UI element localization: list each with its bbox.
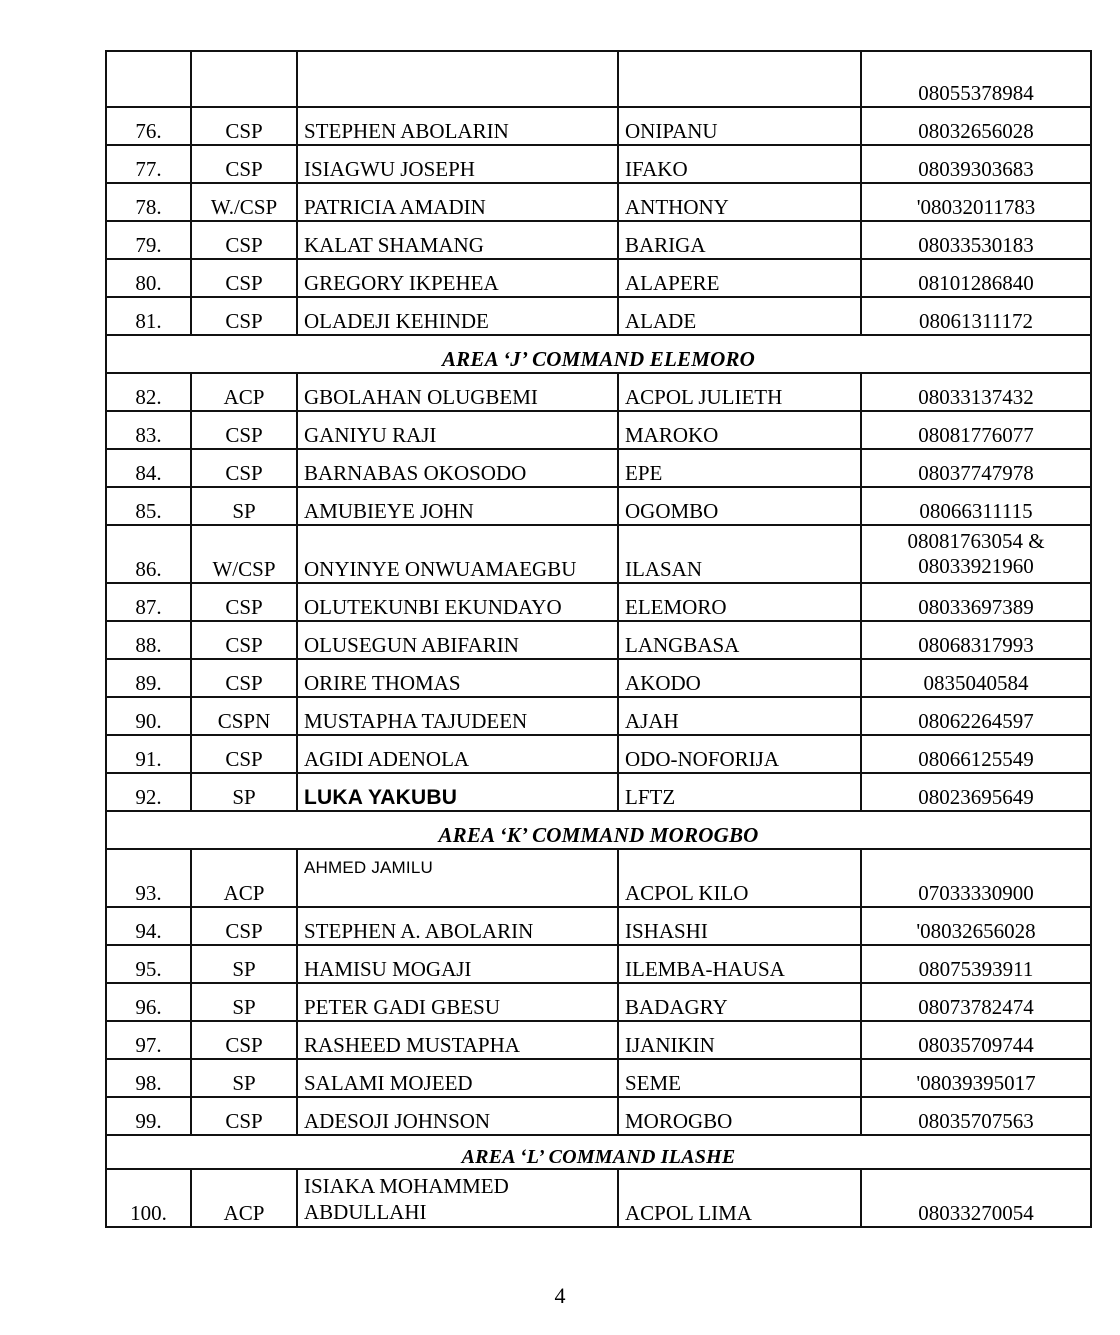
cell-officer-name: OLADEJI KEHINDE [297,297,618,335]
cell-rank: SP [191,945,297,983]
cell-serial-number: 86. [106,525,191,583]
cell-serial-number: 99. [106,1097,191,1135]
cell-serial-number [106,51,191,107]
cell-officer-name: OLUTEKUNBI EKUNDAYO [297,583,618,621]
officer-name-line: ISIAKA MOHAMMED [304,1174,509,1198]
table-row [106,1097,1091,1135]
continuation-row [106,51,1091,107]
cell-phone-number: '08039395017 [861,1059,1091,1097]
cell-serial-number: 89. [106,659,191,697]
cell-officer-name: GREGORY IKPEHEA [297,259,618,297]
cell-serial-number: 100. [106,1169,191,1227]
cell-division: ELEMORO [618,583,861,621]
roster-table-body [106,51,1091,1227]
cell-rank: W/CSP [191,525,297,583]
cell-phone-number: 08035709744 [861,1021,1091,1059]
table-row [106,621,1091,659]
cell-division: MOROGBO [618,1097,861,1135]
cell-serial-number: 85. [106,487,191,525]
cell-division: MAROKO [618,411,861,449]
cell-rank: CSP [191,735,297,773]
cell-serial-number: 77. [106,145,191,183]
cell-division: IFAKO [618,145,861,183]
cell-phone-number: 08075393911 [861,945,1091,983]
cell-phone-number: 08033270054 [861,1169,1091,1227]
cell-rank: ACP [191,373,297,411]
cell-officer-name [297,51,618,107]
cell-phone-number: 08039303683 [861,145,1091,183]
cell-phone-number: 08061311172 [861,297,1091,335]
table-row [106,411,1091,449]
cell-phone-number: 08037747978 [861,449,1091,487]
cell-division: ISHASHI [618,907,861,945]
cell-phone-number: 08055378984 [861,51,1091,107]
cell-officer-name: GANIYU RAJI [297,411,618,449]
cell-rank: ACP [191,1169,297,1227]
cell-rank: SP [191,487,297,525]
cell-division: LFTZ [618,773,861,811]
area-command-header-row [106,335,1091,373]
cell-phone-number: 08035707563 [861,1097,1091,1135]
cell-rank: CSP [191,221,297,259]
officer-name-line: ABDULLAHI [304,1200,427,1225]
cell-serial-number: 83. [106,411,191,449]
cell-division: AKODO [618,659,861,697]
cell-phone-number: 08033137432 [861,373,1091,411]
cell-rank [191,51,297,107]
cell-serial-number: 97. [106,1021,191,1059]
cell-officer-name: ORIRE THOMAS [297,659,618,697]
cell-rank: CSP [191,1097,297,1135]
cell-rank: SP [191,773,297,811]
cell-serial-number: 79. [106,221,191,259]
cell-phone-number: 08033697389 [861,583,1091,621]
cell-officer-name: ADESOJI JOHNSON [297,1097,618,1135]
cell-rank: CSP [191,411,297,449]
cell-rank: CSP [191,621,297,659]
area-command-title: AREA ‘J’ COMMAND ELEMORO [106,335,1091,373]
cell-serial-number: 95. [106,945,191,983]
cell-officer-name: AGIDI ADENOLA [297,735,618,773]
cell-phone-number: 08066311115 [861,487,1091,525]
cell-division: ILEMBA-HAUSA [618,945,861,983]
table-row [106,525,1091,583]
cell-division: ODO-NOFORIJA [618,735,861,773]
cell-phone-number [861,525,1091,583]
cell-rank: CSP [191,907,297,945]
table-row [106,487,1091,525]
cell-rank: W./CSP [191,183,297,221]
table-row [106,983,1091,1021]
cell-rank: CSP [191,583,297,621]
cell-phone-number: 08023695649 [861,773,1091,811]
cell-phone-number: 08033530183 [861,221,1091,259]
cell-officer-name [297,1169,618,1227]
cell-officer-name: SALAMI MOJEED [297,1059,618,1097]
cell-serial-number: 88. [106,621,191,659]
cell-rank: CSP [191,259,297,297]
cell-division: IJANIKIN [618,1021,861,1059]
cell-rank: SP [191,1059,297,1097]
phone-number-line: 08033921960 [918,553,1034,578]
area-command-header-row [106,811,1091,849]
cell-phone-number: 08101286840 [861,259,1091,297]
cell-rank: CSP [191,107,297,145]
cell-phone-number: 08066125549 [861,735,1091,773]
cell-officer-name: ISIAGWU JOSEPH [297,145,618,183]
cell-officer-name: KALAT SHAMANG [297,221,618,259]
cell-division: ILASAN [618,525,861,583]
cell-division: EPE [618,449,861,487]
cell-serial-number: 81. [106,297,191,335]
table-row [106,183,1091,221]
cell-phone-number: 08068317993 [861,621,1091,659]
cell-serial-number: 76. [106,107,191,145]
cell-phone-number: 07033330900 [861,849,1091,907]
table-row [106,449,1091,487]
cell-division: ACPOL KILO [618,849,861,907]
cell-officer-name: MUSTAPHA TAJUDEEN [297,697,618,735]
cell-phone-number: 08073782474 [861,983,1091,1021]
cell-serial-number: 94. [106,907,191,945]
cell-division: OGOMBO [618,487,861,525]
cell-officer-name: OLUSEGUN ABIFARIN [297,621,618,659]
cell-serial-number: 90. [106,697,191,735]
phone-number-line: 08081763054 & [907,529,1045,553]
cell-serial-number: 80. [106,259,191,297]
cell-officer-name: GBOLAHAN OLUGBEMI [297,373,618,411]
cell-officer-name: STEPHEN A. ABOLARIN [297,907,618,945]
cell-serial-number: 91. [106,735,191,773]
cell-serial-number: 92. [106,773,191,811]
cell-serial-number: 93. [106,849,191,907]
table-row [106,107,1091,145]
table-row [106,697,1091,735]
cell-rank: CSP [191,449,297,487]
cell-officer-name: ONYINYE ONWUAMAEGBU [297,525,618,583]
cell-division: LANGBASA [618,621,861,659]
table-row [106,1169,1091,1227]
cell-serial-number: 98. [106,1059,191,1097]
table-row [106,1021,1091,1059]
area-command-title: AREA ‘L’ COMMAND ILASHE [106,1135,1091,1169]
table-row [106,259,1091,297]
cell-division: ANTHONY [618,183,861,221]
table-row [106,1059,1091,1097]
cell-serial-number: 84. [106,449,191,487]
cell-rank: CSP [191,145,297,183]
cell-rank: CSP [191,1021,297,1059]
cell-serial-number: 82. [106,373,191,411]
cell-phone-number: 08062264597 [861,697,1091,735]
cell-division: AJAH [618,697,861,735]
table-row [106,849,1091,907]
cell-officer-name [297,773,618,811]
officer-name-text: LUKA YAKUBU [304,786,458,810]
table-row [106,221,1091,259]
cell-serial-number: 78. [106,183,191,221]
cell-phone-number: 08032656028 [861,107,1091,145]
officer-name-text: AHMED JAMILU [304,858,433,877]
cell-phone-number: '08032011783 [861,183,1091,221]
cell-officer-name: PETER GADI GBESU [297,983,618,1021]
cell-phone-number: 0835040584 [861,659,1091,697]
cell-phone-number: '08032656028 [861,907,1091,945]
cell-rank: CSPN [191,697,297,735]
cell-division: ALAPERE [618,259,861,297]
roster-table [105,50,1092,1228]
cell-rank: ACP [191,849,297,907]
table-row [106,907,1091,945]
cell-division: ACPOL JULIETH [618,373,861,411]
cell-rank: CSP [191,297,297,335]
table-row [106,297,1091,335]
table-row [106,145,1091,183]
table-row [106,773,1091,811]
cell-officer-name: PATRICIA AMADIN [297,183,618,221]
cell-officer-name: BARNABAS OKOSODO [297,449,618,487]
table-row [106,735,1091,773]
cell-officer-name: AMUBIEYE JOHN [297,487,618,525]
cell-officer-name: HAMISU MOGAJI [297,945,618,983]
table-row [106,583,1091,621]
cell-division: ALADE [618,297,861,335]
cell-rank: CSP [191,659,297,697]
table-row [106,659,1091,697]
cell-division [618,51,861,107]
cell-division: ONIPANU [618,107,861,145]
cell-rank: SP [191,983,297,1021]
cell-division: BADAGRY [618,983,861,1021]
cell-officer-name: STEPHEN ABOLARIN [297,107,618,145]
table-row [106,945,1091,983]
cell-officer-name: RASHEED MUSTAPHA [297,1021,618,1059]
page-number: 4 [554,1283,566,1308]
cell-division: SEME [618,1059,861,1097]
area-command-title: AREA ‘K’ COMMAND MOROGBO [106,811,1091,849]
cell-division: BARIGA [618,221,861,259]
cell-serial-number: 96. [106,983,191,1021]
cell-phone-number: 08081776077 [861,411,1091,449]
cell-division: ACPOL LIMA [618,1169,861,1227]
cell-serial-number: 87. [106,583,191,621]
cell-officer-name [297,849,618,907]
table-row [106,373,1091,411]
area-command-header-row [106,1135,1091,1169]
